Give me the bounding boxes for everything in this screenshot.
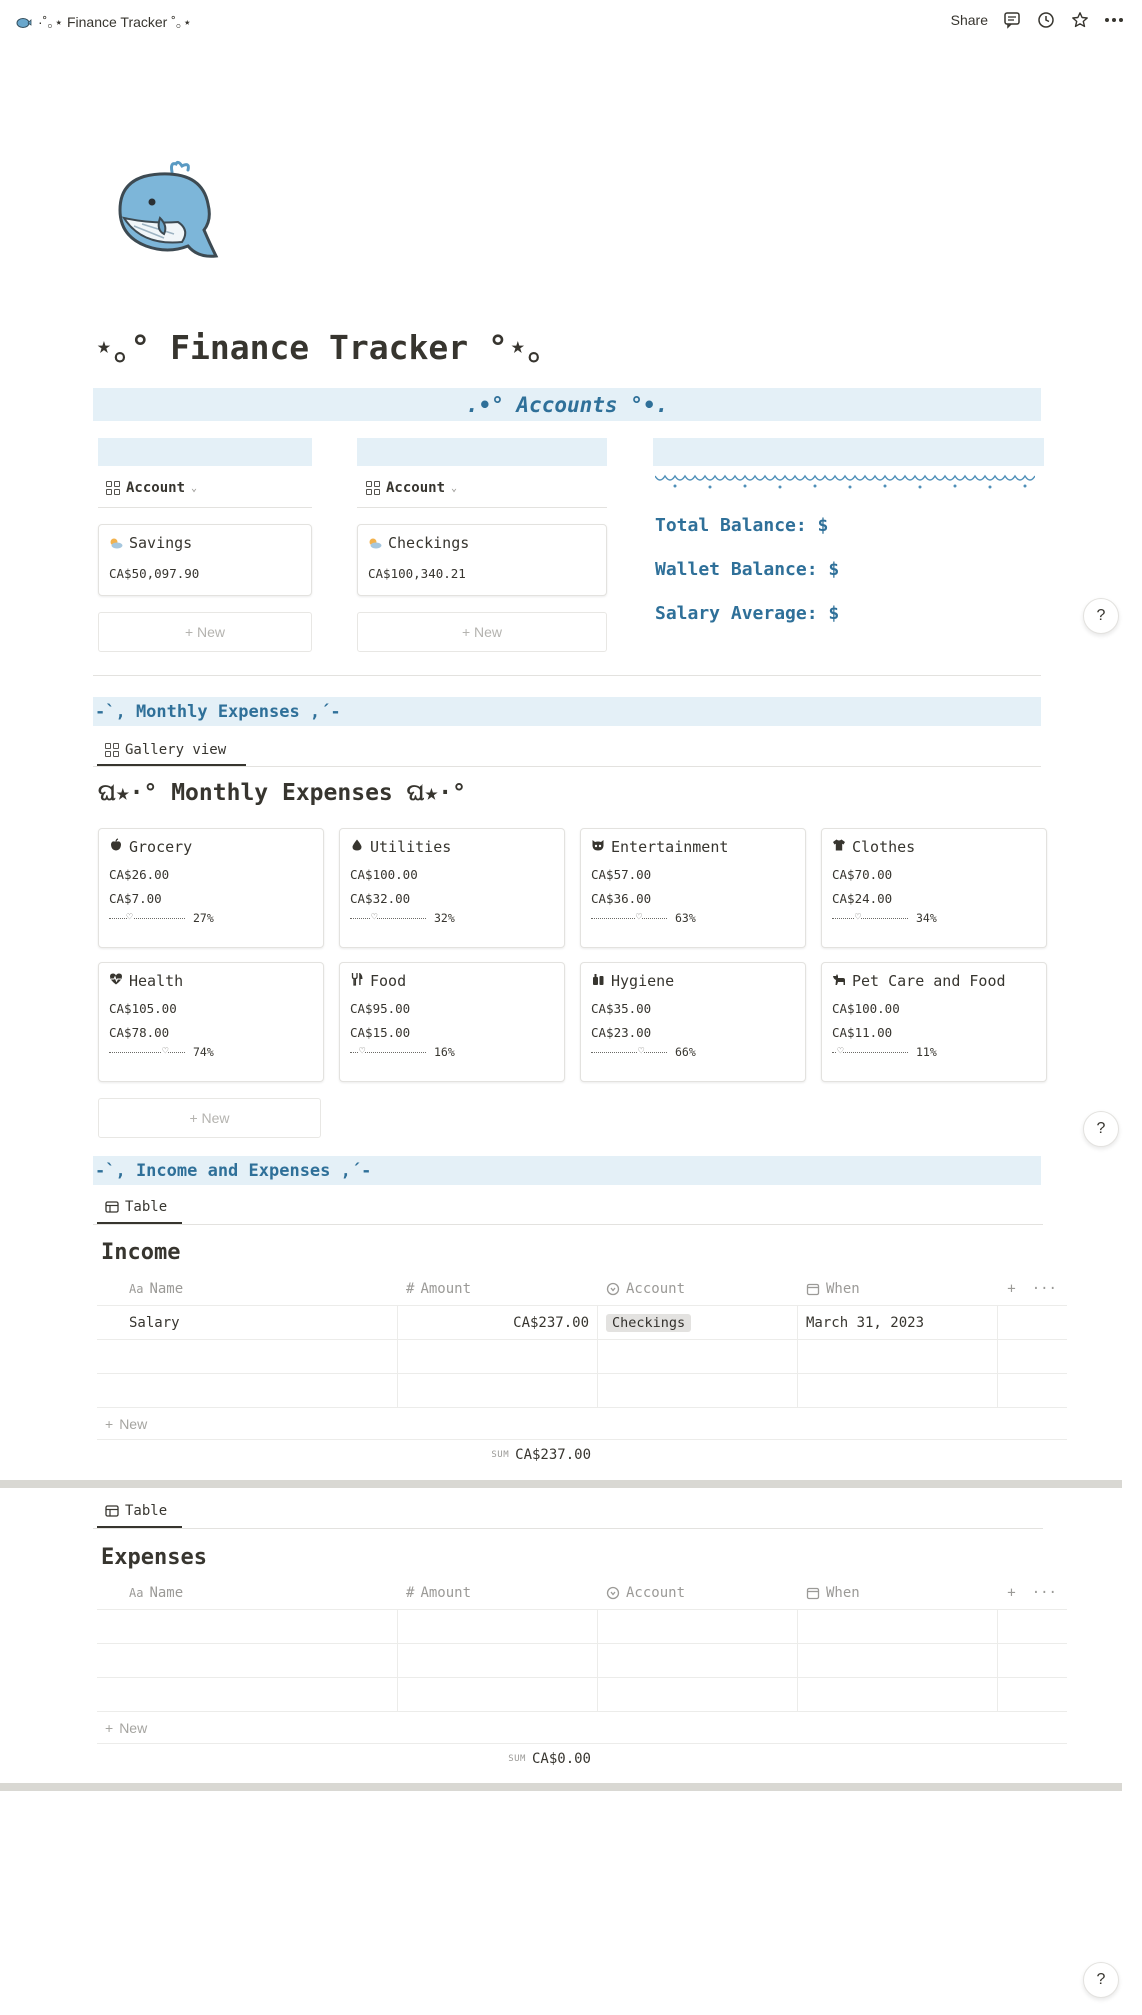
category-name: Grocery (129, 838, 193, 856)
spent-amount: CA$15.00 (350, 1025, 411, 1040)
table-row[interactable] (97, 1306, 1067, 1340)
column-name-header[interactable]: Aa Name (129, 1584, 184, 1601)
table-row-empty[interactable] (97, 1610, 1067, 1644)
progress-percent: 66% (675, 1045, 696, 1059)
monthly-expenses-header: -`, Monthly Expenses ,´- (93, 697, 1041, 726)
progress-track (109, 1048, 185, 1056)
progress-percent: 32% (434, 911, 455, 925)
text-type-icon: Aa (129, 1585, 144, 1600)
page-title: ⋆｡° Finance Tracker °⋆｡ (94, 328, 545, 367)
total-balance: Total Balance: $ (655, 515, 829, 536)
plus-icon: + (105, 1719, 114, 1736)
spent-amount: CA$7.00 (109, 891, 162, 906)
add-column-icon[interactable]: + (1007, 1584, 1016, 1601)
help-button[interactable]: ? (1083, 1111, 1119, 1147)
gallery-grid-icon (105, 743, 119, 757)
plus-icon: + (105, 1415, 114, 1432)
expense-card-utilities[interactable] (339, 828, 565, 948)
dog-icon (832, 972, 846, 990)
budget-amount: CA$100.00 (832, 1001, 900, 1016)
progress-indicator (109, 1045, 214, 1059)
divider (98, 507, 312, 508)
comment-icon[interactable] (1002, 10, 1022, 30)
account-name: Savings (129, 534, 193, 552)
cell-amount[interactable]: CA$237.00 (398, 1306, 598, 1339)
table-row-empty[interactable] (97, 1340, 1067, 1374)
income-sum[interactable] (97, 1444, 591, 1466)
account-balance: CA$50,097.90 (109, 566, 200, 581)
block-separator (0, 1783, 1122, 1791)
progress-percent: 63% (675, 911, 696, 925)
column-amount-header[interactable]: # Amount (406, 1584, 472, 1601)
spent-amount: CA$11.00 (832, 1025, 893, 1040)
section-divider (93, 675, 1041, 676)
heart-marker-icon: ♡ (126, 912, 133, 923)
account-view-selector[interactable] (106, 480, 197, 496)
expenses-sum[interactable] (97, 1748, 591, 1770)
spent-amount: CA$23.00 (591, 1025, 652, 1040)
column-amount-header[interactable]: # Amount (406, 1280, 472, 1297)
share-button[interactable]: Share (950, 12, 988, 28)
expense-card-entertainment[interactable] (580, 828, 806, 948)
apple-icon (109, 838, 123, 856)
heart-marker-icon: ♡ (371, 912, 378, 923)
table-more-icon[interactable]: ··· (1031, 1584, 1057, 1601)
more-options-icon[interactable] (1104, 10, 1124, 30)
progress-track (832, 1048, 908, 1056)
table-row-empty[interactable] (97, 1374, 1067, 1408)
sum-label: SUM (508, 1754, 526, 1764)
expense-card-pet-care-and-food[interactable] (821, 962, 1047, 1082)
cell-name[interactable]: Salary (97, 1306, 398, 1339)
income-table-body (97, 1306, 1067, 1408)
category-name: Health (129, 972, 184, 990)
water-drop-icon (350, 838, 364, 856)
expense-card-food[interactable] (339, 962, 565, 1082)
column-when-header[interactable]: When (798, 1576, 998, 1609)
history-clock-icon[interactable] (1036, 10, 1056, 30)
heart-marker-icon: ♡ (359, 1046, 366, 1057)
table-icon (105, 1200, 119, 1214)
calendar-icon (806, 1282, 820, 1296)
budget-amount: CA$70.00 (832, 867, 893, 882)
tab-label: Table (125, 1199, 168, 1215)
budget-amount: CA$100.00 (350, 867, 418, 882)
spent-amount: CA$24.00 (832, 891, 893, 906)
new-expense-card-button[interactable]: + New (98, 1098, 321, 1138)
breadcrumb-title: ·˚｡⋆ Finance Tracker ˚｡⋆ (38, 14, 192, 30)
new-account-button[interactable]: + New (357, 612, 607, 652)
tab-gallery-view[interactable] (101, 739, 230, 761)
income-table-header (97, 1272, 1067, 1306)
spent-amount: CA$36.00 (591, 891, 652, 906)
column-account-header[interactable]: Account (598, 1576, 798, 1609)
gallery-title: ଘ★·° Monthly Expenses ଘ★·° (98, 780, 466, 806)
budget-amount: CA$57.00 (591, 867, 652, 882)
sum-label: SUM (491, 1450, 510, 1460)
expense-card-clothes[interactable] (821, 828, 1047, 948)
shirt-icon (832, 838, 846, 856)
star-favorite-icon[interactable] (1070, 10, 1090, 30)
number-hash-icon: # (406, 1584, 415, 1601)
cloud-sun-icon (109, 536, 123, 550)
chevron-down-icon: ⌄ (451, 482, 458, 494)
relation-arrow-icon (606, 1586, 620, 1600)
tab-divider (93, 766, 1041, 767)
tab-divider (93, 1224, 1043, 1225)
category-name: Food (370, 972, 407, 990)
table-row-empty[interactable] (97, 1644, 1067, 1678)
account-view-selector[interactable] (366, 480, 457, 496)
progress-indicator (832, 911, 937, 925)
budget-amount: CA$95.00 (350, 1001, 411, 1016)
help-button[interactable]: ? (1083, 1962, 1119, 1998)
text-type-icon: Aa (129, 1281, 144, 1296)
account-tag: Checkings (606, 1314, 691, 1332)
heart-marker-icon: ♡ (854, 912, 861, 923)
expenses-new-row-button[interactable]: + New (97, 1712, 1067, 1744)
progress-indicator (591, 911, 696, 925)
expenses-table-title: Expenses (101, 1545, 207, 1570)
whale-page-icon[interactable] (112, 160, 222, 262)
progress-indicator (350, 911, 455, 925)
heart-pulse-icon (109, 972, 123, 990)
gallery-grid-icon (366, 481, 380, 495)
spent-amount: CA$78.00 (109, 1025, 170, 1040)
progress-track (591, 914, 667, 922)
wallet-balance: Wallet Balance: $ (655, 559, 840, 580)
progress-percent: 27% (193, 911, 214, 925)
progress-percent: 11% (916, 1045, 937, 1059)
chevron-down-icon: ⌄ (191, 482, 198, 494)
expenses-table-body (97, 1610, 1067, 1712)
divider (357, 507, 607, 508)
progress-indicator (109, 911, 214, 925)
soap-icon (591, 972, 605, 990)
progress-track (832, 914, 908, 922)
expense-card-health[interactable] (98, 962, 324, 1082)
view-label: Account (126, 480, 186, 496)
account-balance: CA$100,340.21 (368, 566, 466, 581)
table-more-icon[interactable]: ··· (1031, 1280, 1057, 1297)
expense-card-hygiene[interactable] (580, 962, 806, 1082)
cell-when[interactable]: March 31, 2023 (798, 1306, 998, 1339)
number-hash-icon: # (406, 1280, 415, 1297)
tab-divider (93, 1528, 1043, 1529)
category-name: Hygiene (611, 972, 675, 990)
progress-indicator (591, 1045, 696, 1059)
column-name-header[interactable]: Aa Name (129, 1280, 184, 1297)
tab-table[interactable] (101, 1500, 171, 1522)
tab-label: Table (125, 1503, 168, 1519)
accounts-banner: .•° Accounts °•. (93, 388, 1041, 421)
account-card-checkings[interactable] (357, 524, 607, 596)
relation-arrow-icon (606, 1282, 620, 1296)
block-separator (0, 1480, 1122, 1488)
new-account-button[interactable]: + New (98, 612, 312, 652)
heart-marker-icon: ♡ (162, 1046, 169, 1057)
column-header-band (98, 438, 312, 466)
progress-track (350, 914, 426, 922)
progress-indicator (350, 1045, 455, 1059)
account-name: Checkings (388, 534, 470, 552)
gallery-grid-icon (106, 481, 120, 495)
expense-card-grocery[interactable] (98, 828, 324, 948)
income-expenses-header: -`, Income and Expenses ,´- (93, 1156, 1041, 1185)
column-account-header[interactable]: Account (598, 1272, 798, 1305)
table-row-empty[interactable] (97, 1678, 1067, 1712)
budget-amount: CA$105.00 (109, 1001, 177, 1016)
sum-value: CA$0.00 (531, 1751, 591, 1767)
heart-marker-icon: ♡ (635, 912, 642, 923)
mask-icon (591, 838, 605, 856)
progress-percent: 74% (193, 1045, 214, 1059)
tab-label: Gallery view (125, 742, 227, 758)
category-name: Utilities (370, 838, 452, 856)
tab-table[interactable] (101, 1196, 171, 1218)
calendar-icon (806, 1586, 820, 1600)
view-label: Account (386, 480, 446, 496)
spent-amount: CA$32.00 (350, 891, 411, 906)
progress-track (350, 1048, 426, 1056)
salary-average: Salary Average: $ (655, 603, 840, 624)
expenses-table-header (97, 1576, 1067, 1610)
budget-amount: CA$35.00 (591, 1001, 652, 1016)
progress-percent: 16% (434, 1045, 455, 1059)
cell-account[interactable] (598, 1306, 798, 1339)
income-new-row-button[interactable]: + New (97, 1408, 1067, 1440)
category-name: Clothes (852, 838, 916, 856)
budget-amount: CA$26.00 (109, 867, 170, 882)
account-card-savings[interactable] (98, 524, 312, 596)
progress-track (591, 1048, 667, 1056)
sum-value: CA$237.00 (515, 1447, 591, 1463)
category-name: Pet Care and Food (852, 972, 1006, 990)
top-bar (0, 0, 1142, 44)
category-name: Entertainment (611, 838, 729, 856)
heart-marker-icon: ♡ (837, 1046, 844, 1057)
wave-decoration-icon (655, 474, 1035, 490)
column-header-band (653, 438, 1044, 466)
heart-marker-icon: ♡ (638, 1046, 645, 1057)
column-header-band (357, 438, 607, 466)
income-table-title: Income (101, 1240, 181, 1265)
progress-track (109, 914, 185, 922)
progress-percent: 34% (916, 911, 937, 925)
add-column-icon[interactable]: + (1007, 1280, 1016, 1297)
whale-icon (16, 15, 32, 29)
breadcrumb[interactable] (16, 12, 192, 32)
column-when-header[interactable]: When (798, 1272, 998, 1305)
progress-indicator (832, 1045, 937, 1059)
cloud-sun-icon (368, 536, 382, 550)
utensils-icon (350, 972, 364, 990)
help-button[interactable]: ? (1083, 598, 1119, 634)
table-icon (105, 1504, 119, 1518)
